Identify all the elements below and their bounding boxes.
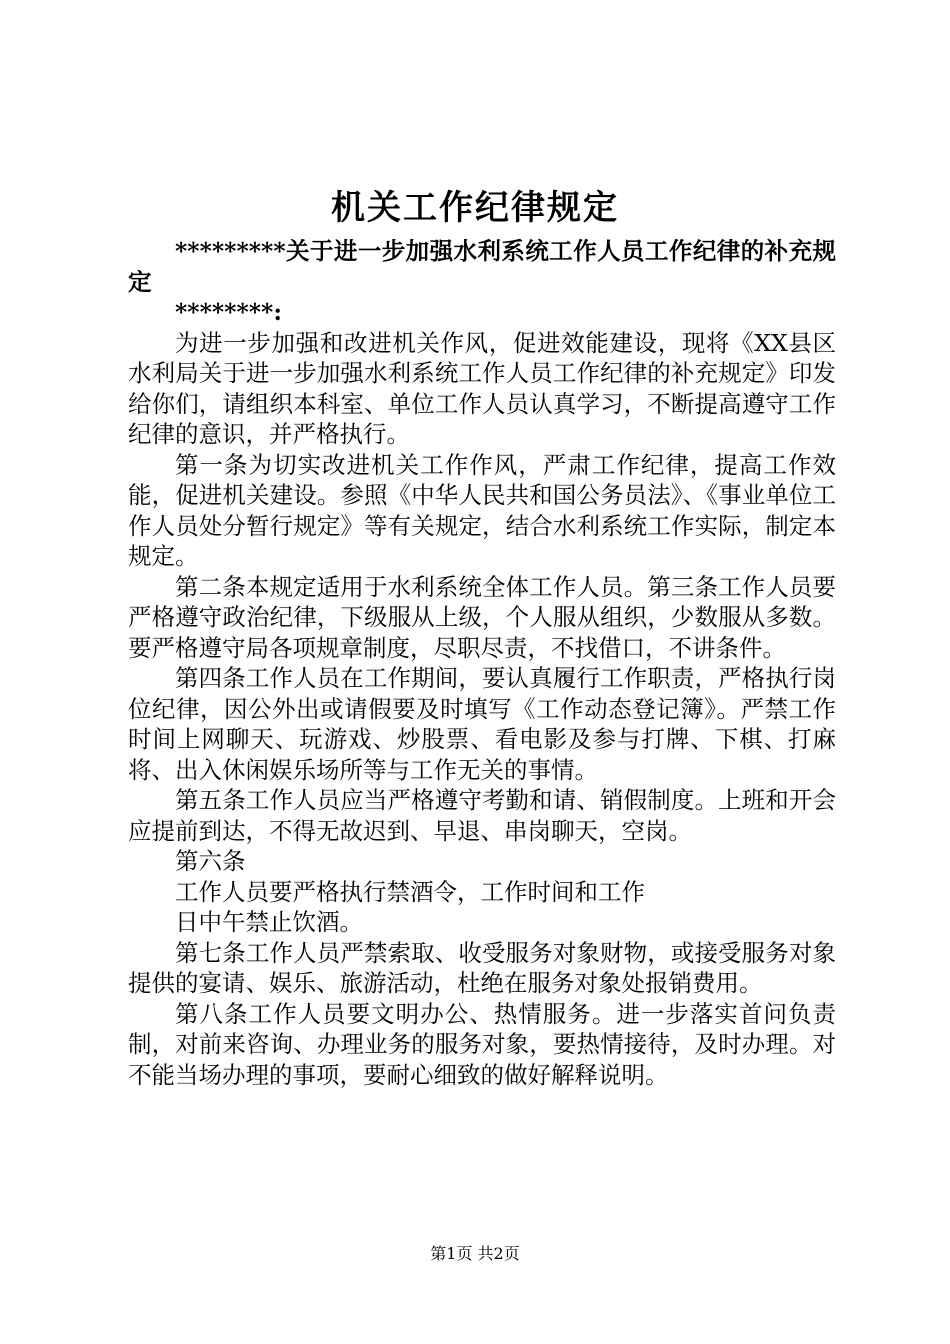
paragraph-article-5: 第五条工作人员应当严格遵守考勤和请、销假制度。上班和开会应提前到达，不得无故迟到、早退、串岗聊天，空岗。: [128, 786, 836, 845]
paragraph-article-2-3: 第二条本规定适用于水利系统全体工作人员。第三条工作人员要严格遵守政治纪律，下级服从上级，个人服从组织，少数服从多数。要严格遵守局各项规章制度，尽职尽责，不找借口，不讲条件。: [128, 572, 836, 662]
document-title: 机关工作纪律规定: [331, 188, 619, 228]
page-number-footer: 第1页 共2页: [430, 1244, 520, 1263]
document-body: [128, 236, 836, 1090]
paragraph-header-notice: *********关于进一步加强水利系统工作人员工作纪律的补充规定: [128, 237, 836, 296]
paragraph-article-6-heading: 第六条: [175, 847, 246, 875]
paragraph-article-6-line-1: 工作人员要严格执行禁酒令，工作时间和工作: [175, 877, 645, 906]
paragraph-article-8: 第八条工作人员要文明办公、热情服务。进一步落实首问负责制，对前来咨询、办理业务的服务对象，要热情接待，及时办理。对不能当场办理的事项，要耐心细致的做好解释说明。: [128, 999, 836, 1089]
paragraph-article-7: 第七条工作人员严禁索取、收受服务对象财物，或接受服务对象提供的宴请、娱乐、旅游活动，杜绝在服务对象处报销费用。: [128, 938, 836, 997]
paragraph-article-4: 第四条工作人员在工作期间，要认真履行工作职责，严格执行岗位纪律，因公外出或请假要及时填写《工作动态登记簿》。严禁工作时间上网聊天、玩游戏、炒股票、看电影及参与打牌、下棋、打麻将、出入休闲娱乐场所等与工作无关的事情。: [128, 664, 836, 784]
paragraph-article-1: 第一条为切实改进机关工作作风，严肃工作纪律，提高工作效能，促进机关建设。参照《中华人民共和国公务员法》、《事业单位工作人员处分暂行规定》等有关规定，结合水利系统工作实际，制定本规定。: [128, 450, 836, 570]
paragraph-addressee: ********:: [175, 298, 282, 326]
paragraph-intro: 为进一步加强和改进机关作风，促进效能建设，现将《XX县区水利局关于进一步加强水利系统工作人员工作纪律的补充规定》印发给你们，请组织本科室、单位工作人员认真学习，不断提高遵守工作纪律的意识，并严格执行。: [128, 328, 836, 448]
paragraph-article-6-line-2: 日中午禁止饮酒。: [175, 908, 363, 936]
